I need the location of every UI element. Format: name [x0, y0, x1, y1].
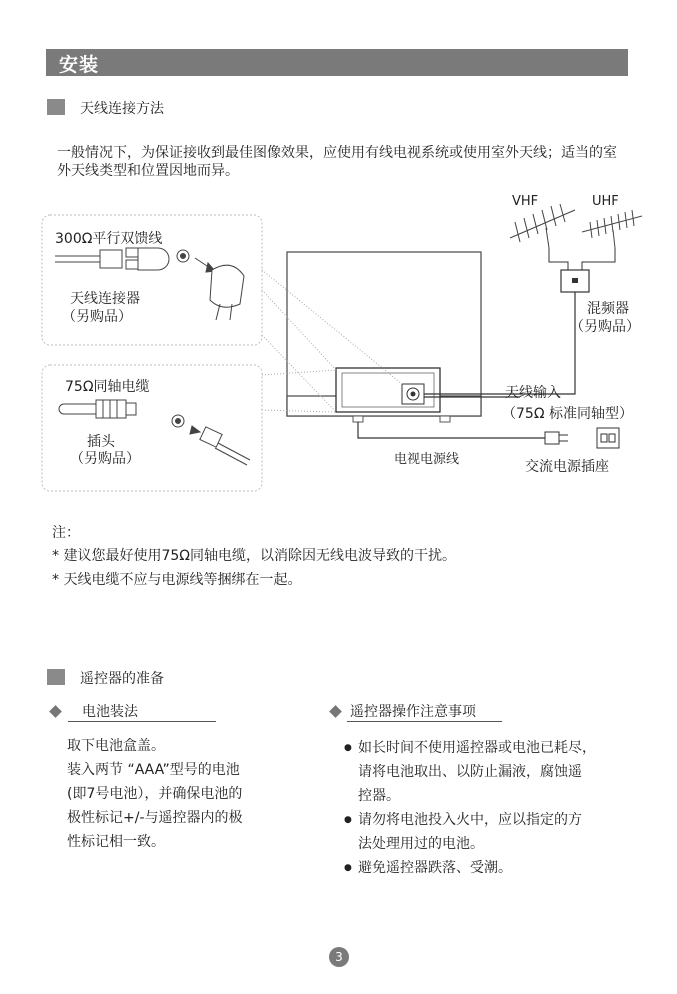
precaution-item: [346, 856, 646, 880]
precautions-heading: 遥控器操作注意事项: [350, 704, 476, 720]
precaution-line: 法处理用过的电池。: [358, 836, 484, 852]
section-title-bar: [46, 49, 628, 76]
precaution-line: 请将电池取出、以防止漏液，腐蚀遥: [358, 764, 582, 780]
antenna-intro: 一般情况下，为保证接收到最佳图像效果，应使用有线电视系统或使用室外天线；适当的室外天线类型和位置因地而异。: [57, 145, 617, 179]
uhf-label: UHF: [592, 194, 619, 209]
precautions-list: [346, 736, 646, 880]
section-marker: [47, 99, 65, 115]
note-item: * 建议您最好使用75Ω同轴电缆，以消除因无线电波导致的干扰。: [52, 548, 456, 564]
notes-heading: 注：: [52, 525, 80, 541]
battery-line: 性标记相一致。: [67, 834, 165, 850]
coax-label: 75Ω同轴电缆: [65, 379, 150, 395]
battery-instructions: [67, 734, 317, 854]
battery-line: (即7号电池），并确保电池的: [67, 786, 243, 802]
connector-note: （另购品）: [62, 309, 132, 325]
mixer-note: （另购品）: [570, 319, 640, 335]
section-marker: [47, 669, 65, 685]
battery-line: 取下电池盒盖。: [67, 738, 165, 754]
page-title: 安装: [59, 54, 100, 76]
antenna-diagram: [0, 190, 677, 500]
note-item: * 天线电缆不应与电源线等捆绑在一起。: [52, 572, 302, 588]
power-socket-label: 交流电源插座: [525, 459, 609, 475]
battery-heading: 电池装法: [82, 704, 138, 720]
connector-label: 天线连接器: [70, 291, 140, 307]
diamond-bullet-icon: [329, 705, 342, 718]
battery-line: 装入两节 “AAA”型号的电池: [67, 762, 240, 778]
precaution-line: 控器。: [358, 788, 400, 804]
battery-heading-underline: [68, 699, 216, 722]
plug-note: （另购品）: [70, 451, 140, 467]
battery-line: 极性标记+/-与遥控器内的极: [67, 810, 243, 826]
mixer-label: 混频器: [587, 301, 629, 317]
precaution-item: [346, 736, 646, 808]
page-number: 3: [329, 947, 349, 967]
antenna-input-label: 天线输入: [505, 385, 561, 401]
vhf-label: VHF: [512, 194, 539, 209]
precaution-item: [346, 808, 646, 856]
precaution-line: ● 如长时间不使用遥控器或电池已耗尽，: [358, 740, 596, 756]
antenna-input-type: （75Ω 标准同轴型）: [502, 406, 633, 422]
plug-label: 插头: [87, 434, 115, 450]
diamond-bullet-icon: [49, 705, 62, 718]
remote-section-title: 遥控器的准备: [80, 671, 164, 687]
power-cord-label: 电视电源线: [394, 452, 460, 467]
precaution-line: ● 避免遥控器跌落、受潮。: [358, 860, 512, 876]
antenna-section-title: 天线连接方法: [80, 101, 164, 117]
precautions-heading-underline: [347, 699, 502, 722]
feeder-label: 300Ω平行双馈线: [55, 231, 163, 247]
precaution-line: ● 请勿将电池投入火中，应以指定的方: [358, 812, 582, 828]
